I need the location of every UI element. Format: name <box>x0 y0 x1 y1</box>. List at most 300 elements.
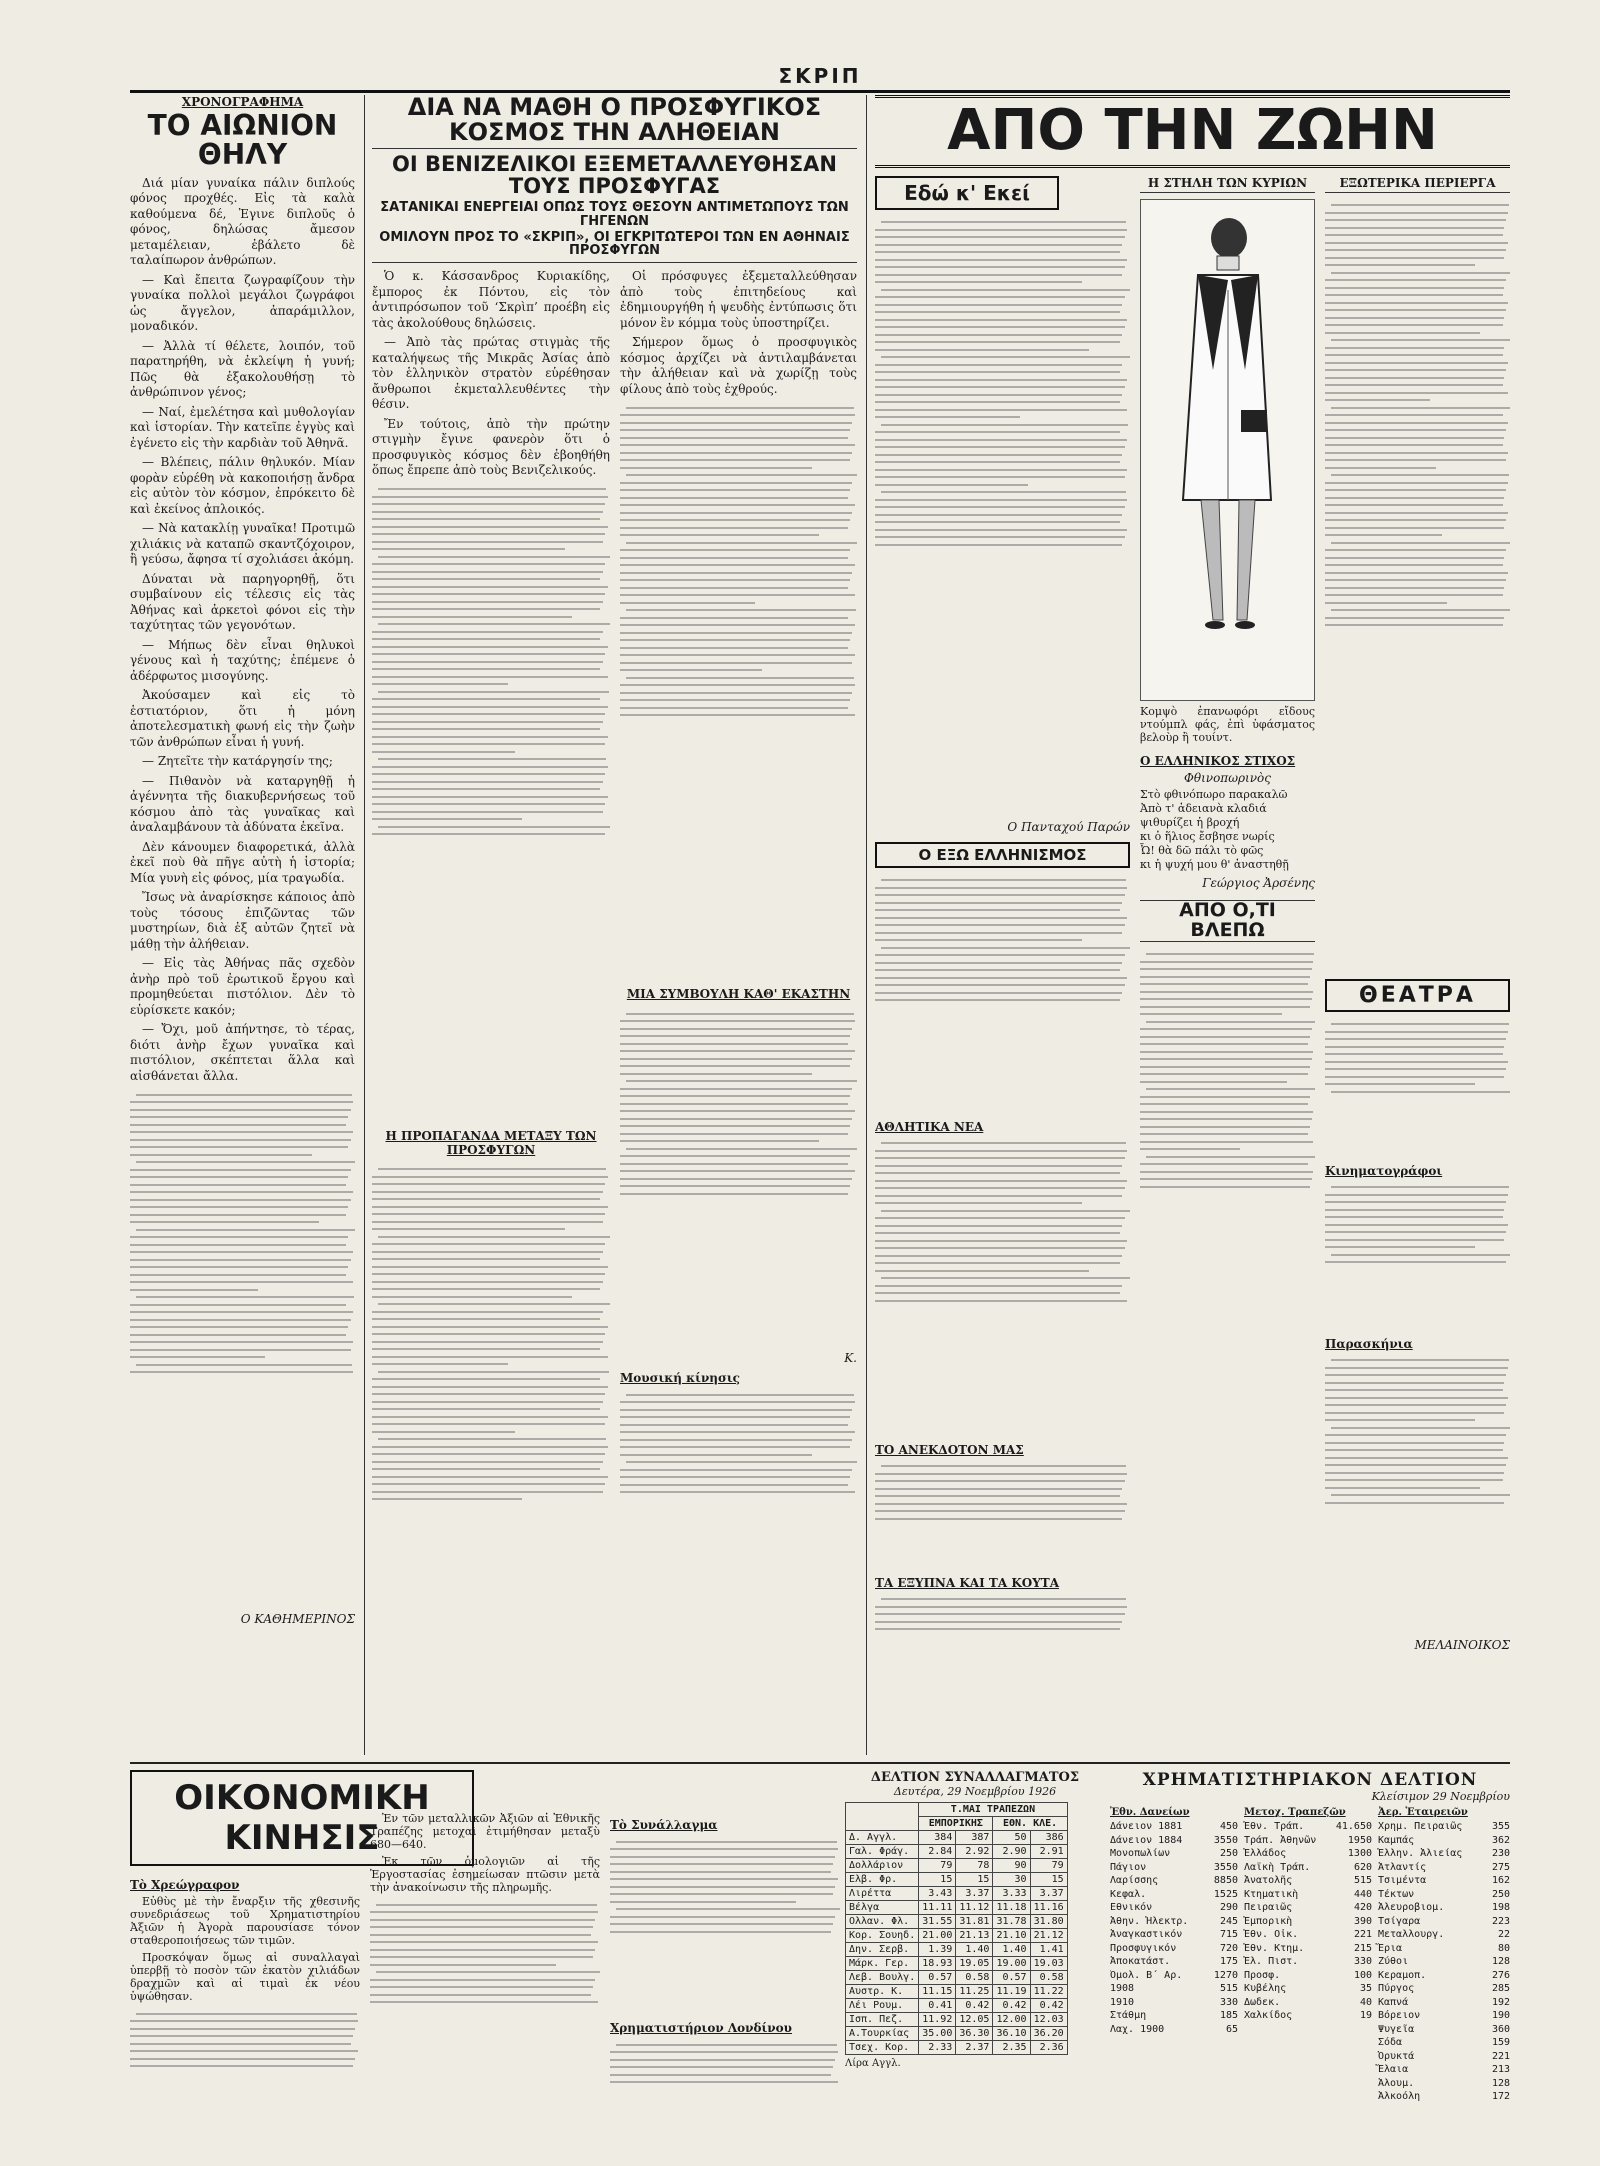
stock-price: 230 <box>1491 1848 1510 1859</box>
text-line <box>620 602 755 604</box>
text-line <box>875 887 1127 889</box>
rate-cell: 15 <box>1030 1873 1067 1887</box>
text-line <box>610 1931 831 1933</box>
text-filler <box>130 1088 355 1608</box>
list-item <box>1244 2009 1372 2023</box>
text-line <box>610 1901 796 1903</box>
text-line <box>136 1094 352 1096</box>
rate-cell: 11.12 <box>956 1901 993 1915</box>
text-line <box>372 1423 605 1425</box>
text-line <box>875 394 1122 396</box>
text-line <box>1325 219 1506 221</box>
text-line <box>875 932 1122 934</box>
text-line <box>620 489 850 491</box>
text-line <box>1325 362 1508 364</box>
text-line <box>875 371 1120 373</box>
text-filler <box>875 1593 1130 1663</box>
text-line <box>376 1971 600 1973</box>
text-line <box>620 639 850 641</box>
text-line <box>1325 1038 1506 1040</box>
text-line <box>370 2001 598 2003</box>
stock-price: 35 <box>1359 1983 1372 1994</box>
text-line <box>1325 572 1508 574</box>
text-line <box>875 244 1122 246</box>
rate-cell: 12.00 <box>993 2013 1030 2027</box>
text-line <box>620 684 855 686</box>
stock-name: Ψυγεῖα <box>1378 2023 1415 2035</box>
list-item <box>1378 1915 1510 1929</box>
text-line <box>875 977 1127 979</box>
stock-name: Προσφυγικόν <box>1110 1942 1177 1954</box>
rate-cell: 11.18 <box>993 1901 1030 1915</box>
text-line <box>616 2044 837 2046</box>
text-line <box>875 1225 1122 1227</box>
poem-line: Στὸ φθινόπωρο παρακαλῶ <box>1140 787 1288 801</box>
oikonomiki-body-1 <box>130 1895 360 2003</box>
paragraph: Ἀκούσαμεν καὶ εἰς τὸ ἑστιατόριον, ὅτι ἡ μόνη ἀποτελεσματικὴ φωνή εἰς τὴν ζωὴν τῶν ἀνθρώπων εἶναι ἡ γυνή. <box>130 688 355 749</box>
text-line <box>1325 1464 1506 1466</box>
text-line <box>875 1495 1120 1497</box>
text-line <box>1325 1261 1506 1263</box>
text-line <box>875 341 1120 343</box>
prosfyges-subheading-2: ΜΙΑ ΣΥΜΒΟΥΛΗ ΚΑΘ' ΕΚΑΣΤΗΝ <box>626 987 851 1002</box>
list-item <box>1244 1874 1372 1888</box>
table-row <box>846 1887 1068 1901</box>
stock-price: 192 <box>1491 1996 1510 2008</box>
text-line <box>875 364 1122 366</box>
stock-price: 3550 <box>1213 1861 1238 1873</box>
text-line <box>130 1349 351 1351</box>
text-line <box>1325 587 1504 589</box>
stock-price: 620 <box>1353 1861 1372 1873</box>
text-line <box>1325 602 1447 604</box>
list-item <box>1244 1888 1372 1902</box>
text-line <box>370 1934 591 1936</box>
text-line <box>620 662 852 664</box>
text-line <box>372 1408 600 1410</box>
rate-cell: 36.20 <box>1030 2027 1067 2041</box>
text-line <box>620 1043 848 1045</box>
paragraph: Διά μίαν γυναίκα πάλιν διπλούς φόνος προχθές. Εἰς τὰ καλὰ καθούμενα δέ, Ἐγινε διπλοῦς ὁ φόνος, δηλώσας ἄμεσον μεταμέλειαν, ἐβάλετο δὲ ταλαίπωρον ἀνθρώπων. <box>130 175 355 268</box>
text-line <box>875 1480 1125 1482</box>
text-line <box>372 1258 600 1260</box>
stock-name: Ἀναγκαστικόν <box>1110 1929 1183 1940</box>
text-line <box>1325 527 1504 529</box>
list-item <box>1110 2009 1238 2023</box>
text-line <box>875 894 1125 896</box>
rate-cell: 36.30 <box>956 2027 993 2041</box>
stock-name: Τράπ. Ἀθηνῶν <box>1244 1834 1317 1846</box>
text-line <box>1325 624 1503 626</box>
rate-cell: 21.12 <box>1030 1929 1067 1943</box>
text-line <box>875 1300 1127 1302</box>
stock-price: 172 <box>1491 2091 1510 2102</box>
stock-price: 65 <box>1225 2023 1238 2035</box>
text-line <box>1331 339 1510 341</box>
text-line <box>875 281 1082 283</box>
text-line <box>372 833 605 835</box>
stock-name: Σόδα <box>1378 2037 1403 2048</box>
stock-price: 360 <box>1491 2023 1510 2035</box>
text-line <box>130 2043 351 2045</box>
stock-col-header: Ἐθν. Δανείων <box>1110 1807 1190 1818</box>
prosfyges-article <box>372 95 857 1755</box>
oikonomiki-section <box>130 1770 840 2110</box>
stock-col-header: Μετοχ. Τραπεζῶν <box>1244 1807 1346 1818</box>
prosfyges-title-3: ΣΑΤΑΝΙΚΑΙ ΕΝΕΡΓΕΙΑΙ ΟΠΩΣ ΤΟΥΣ ΘΕΣΟΥΝ ΑΝΤΙΜΕΤΩΠΟΥΣ ΤΩΝ ΓΗΓΕΝΩΝ <box>380 200 849 230</box>
text-line <box>1325 1201 1506 1203</box>
text-line <box>875 1510 1125 1512</box>
text-line <box>370 1994 591 1996</box>
fashion-caption: Κομψὸ ἐπανωφόρι εἴδους ντούμπλ φάς, ἐπὶ ὑφάσματος βελοὺρ ἢ τουίντ. <box>1140 704 1315 744</box>
text-line <box>620 1416 850 1418</box>
text-line <box>610 1923 833 1925</box>
text-line <box>370 1941 598 1943</box>
text-line <box>1325 1068 1506 1070</box>
text-line <box>620 692 852 694</box>
text-line <box>620 587 848 589</box>
prosfyges-sign: Κ. <box>844 1351 857 1366</box>
text-line <box>620 647 848 649</box>
text-line <box>875 476 1125 478</box>
rate-cell: 1.40 <box>956 1943 993 1957</box>
text-line <box>1325 1412 1504 1414</box>
text-line <box>370 1919 595 1921</box>
text-line <box>1325 279 1506 281</box>
text-line <box>372 1468 600 1470</box>
text-line <box>372 766 608 768</box>
anekdoton-heading: ΤΟ ΑΝΕΚΔΟΤΟΝ ΜΑΣ <box>875 1442 1024 1457</box>
text-line <box>1325 257 1504 259</box>
stock-price: 162 <box>1491 1875 1510 1886</box>
text-line <box>130 1169 351 1171</box>
text-line <box>626 407 854 409</box>
paragraph: Ὁ κ. Κάσσανδρος Κυριακίδης, ἔμπορος ἐκ Πόντου, εἰς τὸν ἀντιπρόσωπον τοῦ ‘Σκρὶπ’ προέβη εἰς τὰς ἀκολούθους δηλώσεις. <box>372 269 610 330</box>
text-line <box>1325 1076 1504 1078</box>
stock-name: Ἀποκατάστ. <box>1110 1956 1171 1967</box>
text-line <box>626 1013 854 1015</box>
list-item <box>1244 1996 1372 2010</box>
text-line <box>370 1979 595 1981</box>
rate-cell: 2.35 <box>993 2041 1030 2055</box>
text-line <box>372 1191 603 1193</box>
rate-cell: 50 <box>993 1831 1030 1845</box>
stock-price: 80 <box>1497 1942 1510 1954</box>
chronografima-body <box>130 176 355 1085</box>
text-line <box>620 1050 855 1052</box>
text-line <box>1325 317 1504 319</box>
rate-cell: 79 <box>1030 1859 1067 1873</box>
table-row <box>846 1971 1068 1985</box>
text-line <box>875 917 1127 919</box>
text-line <box>1325 1046 1504 1048</box>
text-line <box>1140 961 1313 963</box>
text-line <box>610 1893 833 1895</box>
text-line <box>620 1088 852 1090</box>
stock-name: Ὀρυκτά <box>1378 2050 1415 2062</box>
text-line <box>875 454 1122 456</box>
rate-cell: 36.10 <box>993 2027 1030 2041</box>
text-line <box>626 1461 857 1463</box>
list-item <box>1378 2077 1510 2091</box>
text-line <box>1325 1457 1508 1459</box>
list-item <box>1244 1834 1372 1848</box>
table-corner <box>846 1803 919 1831</box>
text-line <box>620 414 855 416</box>
text-line <box>372 661 603 663</box>
text-line <box>1331 542 1510 544</box>
currency-name: Μάρκ. Γερ. <box>846 1957 919 1971</box>
text-line <box>1325 414 1503 416</box>
stock-name: Καμπάς <box>1378 1834 1415 1846</box>
table-row <box>846 1859 1068 1873</box>
stock-name: Ἀλευροβιομ. <box>1378 1902 1445 1913</box>
text-line <box>881 1277 1130 1279</box>
stock-price: 1525 <box>1213 1888 1238 1900</box>
text-line <box>372 1183 605 1185</box>
list-item <box>1110 1969 1238 1983</box>
text-line <box>372 1296 572 1298</box>
text-line <box>620 504 855 506</box>
text-line <box>620 1065 850 1067</box>
prosfyges-col-left <box>372 269 610 1755</box>
text-line <box>130 1289 258 1291</box>
text-line <box>616 1908 840 1910</box>
text-line <box>378 623 610 625</box>
rate-cell: 384 <box>919 1831 956 1845</box>
stock-price: 276 <box>1491 1969 1510 1981</box>
rate-cell: 31.80 <box>1030 1915 1067 1929</box>
text-line <box>875 1621 1122 1623</box>
paragraph: — Βλέπεις, πάλιν θηλυκόν. Μίαν φορὰν εὑρέθη νὰ κακοποιήσῃ ἄνδρα εἰς αὐτὸν τὸν κόσμον, ἐπρόκειτο δὲ καὶ ἐκείνος ἀπλοικός. <box>130 455 355 516</box>
text-line <box>130 1259 351 1261</box>
stock-name: Δάνειον 1881 <box>1110 1821 1183 1832</box>
rate-cell: 11.22 <box>1030 1985 1067 1999</box>
text-line <box>372 683 508 685</box>
text-line <box>1325 264 1475 266</box>
text-line <box>130 1199 351 1201</box>
text-line <box>1140 1051 1313 1053</box>
text-line <box>626 542 857 544</box>
stock-name: 1910 <box>1110 1996 1135 2008</box>
text-line <box>1140 991 1313 993</box>
text-line <box>881 491 1126 493</box>
stock-price: 355 <box>1491 1821 1510 1832</box>
text-line <box>372 496 608 498</box>
zoi-col-middle <box>1140 176 1315 1663</box>
list-item <box>1244 1928 1372 1942</box>
edo-ekei-sign: Ο Πανταχού Παρών <box>1007 819 1130 834</box>
text-line <box>372 1243 605 1245</box>
masthead <box>130 64 1510 93</box>
stock-name: Ἐμπορικὴ <box>1244 1915 1293 1927</box>
text-line <box>372 668 600 670</box>
text-line <box>875 909 1120 911</box>
text-line <box>620 1469 852 1471</box>
text-line <box>875 969 1120 971</box>
text-line <box>372 728 600 730</box>
rate-cell: 19.00 <box>993 1957 1030 1971</box>
stock-name: Ζύθοι <box>1378 1956 1409 1967</box>
text-line <box>130 1109 351 1111</box>
stock-name: Ἔλαια <box>1378 2064 1409 2075</box>
rate-cell: 11.92 <box>919 2013 956 2027</box>
text-filler <box>875 216 1130 816</box>
text-line <box>881 1598 1126 1600</box>
text-line <box>620 452 852 454</box>
list-item <box>1244 1847 1372 1861</box>
rate-cell: 90 <box>993 1859 1030 1873</box>
currency-name: Δ. Αγγλ. <box>846 1831 919 1845</box>
rate-cell: 21.10 <box>993 1929 1030 1943</box>
text-line <box>620 707 848 709</box>
list-item <box>1378 1969 1510 1983</box>
stock-price: 8850 <box>1213 1875 1238 1886</box>
text-line <box>1146 1156 1315 1158</box>
rate-cell: 31.78 <box>993 1915 1030 1929</box>
text-line <box>1140 1118 1312 1120</box>
text-line <box>1325 482 1508 484</box>
text-line <box>875 251 1120 253</box>
text-line <box>1331 1359 1509 1361</box>
text-line <box>881 947 1130 949</box>
text-line <box>130 1334 346 1336</box>
text-line <box>875 1255 1122 1257</box>
text-line <box>1140 1133 1308 1135</box>
poem-line: Ἀπὸ τ' ἀδειανὰ κλαδιά <box>1140 801 1267 815</box>
text-line <box>372 601 603 603</box>
text-line <box>626 609 856 611</box>
text-line <box>1331 1427 1510 1429</box>
paragraph: Ἴσως νὰ ἀναρίσκησε κάποιος ἀπὸ τοὺς τόσους ἐπιζῶντας τῶν μυστηρίων, διὰ ἐξ αὐτῶν ζητεῖ νὰ μάθῃ τὴν ἀλήθειαν. <box>130 890 355 951</box>
list-item <box>1110 1915 1238 1929</box>
text-line <box>372 616 572 618</box>
text-line <box>372 533 605 535</box>
text-line <box>372 631 603 633</box>
deltion-footer: Λίρα Αγγλ. <box>845 2058 901 2069</box>
text-line <box>620 467 812 469</box>
rate-cell: 12.05 <box>956 2013 993 2027</box>
rate-cell: 2.36 <box>1030 2041 1067 2055</box>
text-line <box>1325 377 1504 379</box>
paragraph: Ἐν τῶν μεταλλικῶν Ἀξιῶν αἱ Ἐθνικῆς Τραπέζης μετοχαὶ ἐτιμήθησαν μεταξὺ 680—640. <box>370 1812 600 1851</box>
text-line <box>1140 1163 1308 1165</box>
poem-line: κι ἡ ψυχή μου θ' ἀναστηθῇ <box>1140 857 1289 871</box>
text-line <box>1140 1178 1312 1180</box>
rate-cell: 79 <box>919 1859 956 1873</box>
zoi-col-left <box>875 176 1130 1663</box>
text-line <box>875 1202 1082 1204</box>
rate-cell: 19.05 <box>956 1957 993 1971</box>
list-item <box>1110 2023 1238 2037</box>
stock-name: Τσιμέντα <box>1378 1875 1427 1886</box>
rate-cell: 0.42 <box>1030 1999 1067 2013</box>
paragraph: — Νὰ κατακλίῃ γυναῖκα! Προτιμῶ χιλιάκις νὰ καταπῶ σκαντζόχοιρον, ἢ γεύσω, ἄφησα τί σχολιάσει ἀκόμη. <box>130 521 355 567</box>
text-line <box>1325 1194 1508 1196</box>
stock-price: 22 <box>1497 1929 1510 1940</box>
currency-name: Κορ. Σουηδ. <box>846 1929 919 1943</box>
stock-name: Λαϊκὴ Τράπ. <box>1244 1861 1311 1873</box>
text-line <box>1325 1231 1506 1233</box>
zoi-col-right <box>1325 176 1510 1663</box>
text-filler <box>1325 1354 1510 1634</box>
stock-price: 185 <box>1219 2010 1238 2021</box>
stock-list <box>1244 1820 1372 2023</box>
prosfyges-col-right <box>620 269 857 1755</box>
text-line <box>1331 272 1510 274</box>
text-line <box>1325 1209 1504 1211</box>
text-line <box>1140 1006 1310 1008</box>
prosfyges-columns <box>372 269 857 1755</box>
text-line <box>875 469 1127 471</box>
stock-price: 330 <box>1353 1956 1372 1967</box>
text-line <box>875 1473 1127 1475</box>
text-line <box>372 1333 605 1335</box>
text-line <box>372 781 603 783</box>
text-line <box>875 506 1125 508</box>
text-line <box>620 1454 812 1456</box>
stock-price: 223 <box>1491 1915 1510 1927</box>
stock-name: Ἐθν. Κτημ. <box>1244 1942 1305 1954</box>
oikonomiki-title: ΟΙΚΟΝΟΜΙΚΗ ΚΙΝΗΣΙΣ <box>130 1770 474 1866</box>
rate-cell: 11.19 <box>993 1985 1030 1999</box>
text-line <box>370 1926 593 1928</box>
text-line <box>372 1386 608 1388</box>
text-line <box>620 1020 855 1022</box>
text-line <box>370 1949 595 1951</box>
rate-cell: 2.84 <box>919 1845 956 1859</box>
rate-cell: 387 <box>956 1831 993 1845</box>
text-line <box>1325 1224 1508 1226</box>
text-line <box>370 1964 556 1966</box>
text-line <box>875 962 1122 964</box>
text-line <box>620 549 850 551</box>
list-item <box>1378 2009 1510 2023</box>
text-line <box>875 386 1125 388</box>
list-item <box>1378 1847 1510 1861</box>
stock-list <box>1378 1820 1510 2104</box>
stock-name: Πάγιον <box>1110 1861 1147 1873</box>
text-line <box>1140 1013 1282 1015</box>
text-line <box>875 1195 1122 1197</box>
table-row <box>846 1901 1068 1915</box>
text-line <box>620 1484 848 1486</box>
stock-price: 330 <box>1219 1996 1238 2008</box>
text-line <box>1140 1028 1312 1030</box>
list-item <box>1244 1901 1372 1915</box>
text-line <box>881 1142 1126 1144</box>
text-line <box>1325 347 1504 349</box>
deltion-title: ΔΕΛΤΙΟΝ ΣΥΝΑΛΛΑΓΜΑΤΟΣ <box>870 1770 1080 1785</box>
oikonomiki-col-1 <box>130 1872 360 2110</box>
text-line <box>875 266 1125 268</box>
text-filler <box>875 874 1130 1114</box>
kinimatografoi-heading: Κινηματογράφοι <box>1325 1163 1443 1178</box>
paragraph: — Πιθανὸν νὰ καταργηθῇ ἡ ἀγέννητα τῆς διακυβερνήσεως τοῦ κόσμου ἀπὸ τὰς γυναῖκας καὶ ἀναλαμβάνουν τὰ ἀδύνατα ἐκεῖνα. <box>130 773 355 835</box>
text-line <box>620 617 848 619</box>
rate-cell: 1.41 <box>1030 1943 1067 1957</box>
text-line <box>620 632 852 634</box>
stock-price: 19 <box>1359 2010 1372 2021</box>
stock-name: Κυβέλης <box>1244 1983 1287 1994</box>
stock-price: 362 <box>1491 1834 1510 1846</box>
text-line <box>620 534 819 536</box>
column-rule <box>364 95 365 1755</box>
exypna-heading: ΤΑ ΕΞΥΠΝΑ ΚΑΙ ΤΑ ΚΟΥΤΑ <box>875 1575 1060 1590</box>
stock-price: 245 <box>1219 1915 1238 1927</box>
text-line <box>372 751 515 753</box>
text-filler <box>130 2007 360 2110</box>
